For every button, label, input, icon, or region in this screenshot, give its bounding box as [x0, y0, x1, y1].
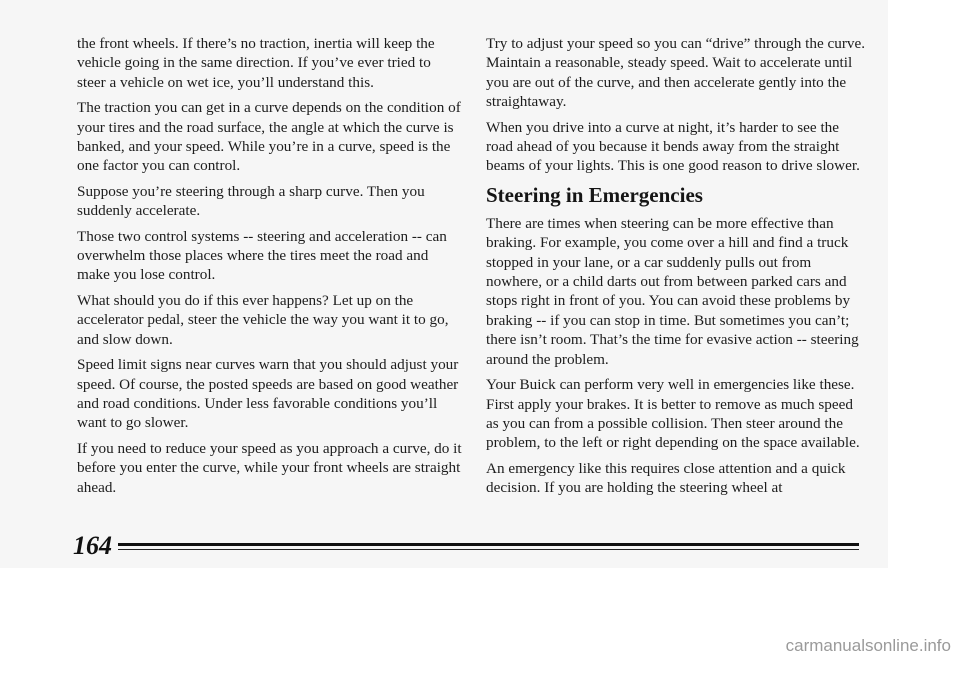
page-number: 164 — [73, 531, 112, 560]
right-text-column — [486, 34, 866, 504]
paragraph: What should you do if this ever happens? Let up on the accelerator pedal, steer the vehicle the way you want it to go, and slow down. — [77, 291, 449, 348]
section-heading: Steering in Emergencies — [486, 182, 703, 207]
footer-rule-thin — [118, 549, 859, 550]
watermark — [0, 636, 960, 656]
paragraph: If you need to reduce your speed as you approach a curve, do it before you enter the curve, while your front wheels are straight ahead. — [77, 439, 462, 496]
paragraph: Those two control systems -- steering and acceleration -- can overwhelm those places where the tires meet the road and make you lose control. — [77, 227, 447, 284]
paragraph: An emergency like this requires close attention and a quick decision. If you are holding the steering wheel at — [486, 459, 846, 497]
paragraph: When you drive into a curve at night, it’s harder to see the road ahead of you because it bends away from the straight beams of your lights. This is one good reason to drive slower. — [486, 118, 860, 175]
footer-rule — [118, 543, 859, 546]
paragraph: Try to adjust your speed so you can “drive” through the curve. Maintain a reasonable, steady speed. Wait to accelerate until you are out of the curve, and then accelerate gently into the straightaway. — [486, 35, 866, 111]
paragraph: There are times when steering can be more effective than braking. For example, you come over a hill and find a truck stopped in your lane, or a car suddenly pulls out from nowhere, or a child darts out from between parked cars and stops right in front of you. You can avoid these problems by braking -- if you can stop in time. But sometimes you can’t; there isn’t room. That’s the time for evasive action -- steering around the problem. — [486, 214, 859, 368]
paragraph: The traction you can get in a curve depends on the condition of your tires and the road surface, the angle at which the curve is banked, and your speed. While you’re in a curve, speed is the one factor you can control. — [77, 99, 461, 175]
paragraph: Your Buick can perform very well in emergencies like these. First apply your brakes. It is better to remove as much speed as you can from a possible collision. Then steer around the problem, to the left or right depending on the space available. — [486, 376, 860, 452]
paragraph: Speed limit signs near curves warn that you should adjust your speed. Of course, the posted speeds are based on good weather and road conditions. Under less favorable conditions you’ll want to go slower. — [77, 356, 459, 432]
paragraph: Suppose you’re steering through a sharp curve. Then you suddenly accelerate. — [77, 182, 425, 220]
left-text-column — [77, 34, 463, 503]
paragraph: the front wheels. If there’s no traction, inertia will keep the vehicle going in the same direction. If you’ve ever tried to steer a vehicle on wet ice, you’ll understand this. — [77, 35, 435, 91]
watermark-text: carmanualsonline.info — [785, 636, 951, 655]
